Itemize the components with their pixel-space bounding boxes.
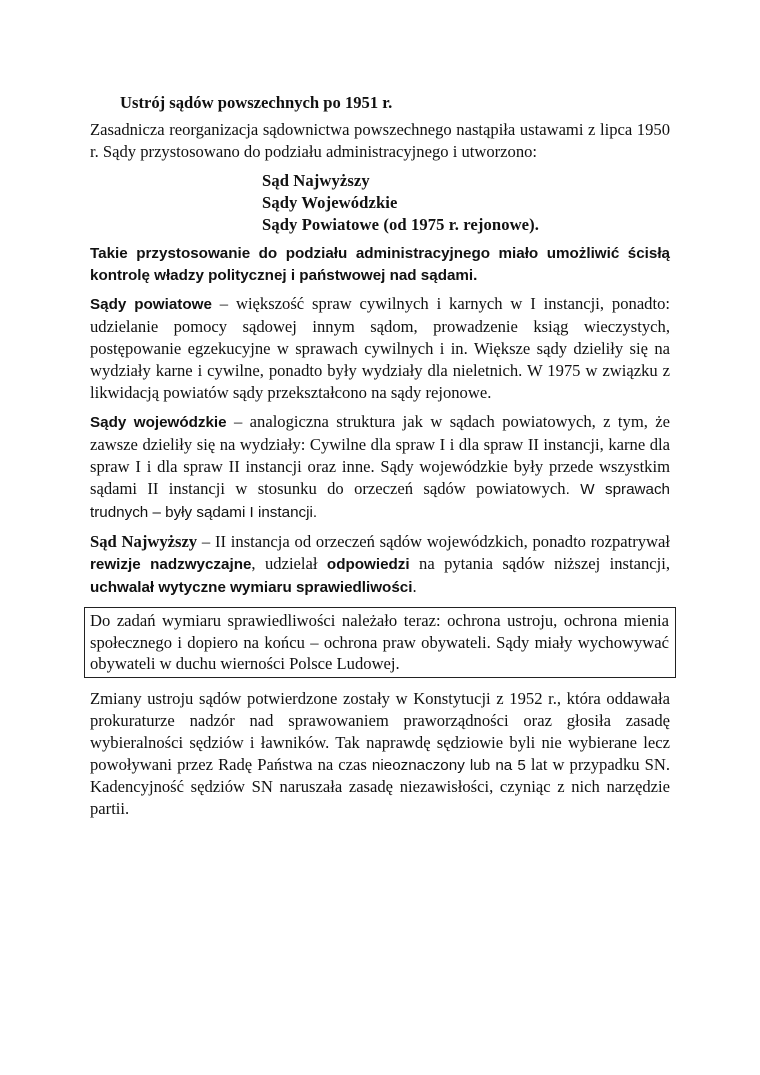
emphasis-statement: Takie przystosowanie do podziału administracyjnego miało umożliwić ścisłą kontrolę władzy politycznej i państwowej nad sądami. [90, 244, 670, 284]
wojewodzkie-paragraph [90, 411, 670, 523]
court-item: Sądy Powiatowe (od 1975 r. rejonowe). [262, 214, 540, 234]
najwyzszy-bold-odpowiedzi: odpowiedzi [326, 556, 410, 574]
page-title: Ustrój sądów powszechnych po 1951 r. [120, 93, 393, 112]
courts-list [90, 170, 670, 235]
intro-paragraph: Zasadnicza reorganizacja sądownictwa powszechnego nastąpiła ustawami z lipca 1950 r. Sądy przystosowano do podziału administracyjnego i utworzono: [90, 119, 670, 161]
najwyzszy-term: Sąd Najwyższy [90, 532, 198, 552]
court-item: Sądy Wojewódzkie [262, 193, 398, 213]
court-item: Sąd Najwyższy [262, 171, 370, 191]
wojewodzkie-term: Sądy wojewódzkie [90, 414, 227, 432]
najwyzszy-text: . [412, 576, 417, 596]
closing-text-sans: nieoznaczony lub na 5 [371, 756, 526, 774]
powiatowe-paragraph [90, 293, 670, 403]
najwyzszy-text: na pytania sądów niższej instancji, [409, 554, 671, 574]
powiatowe-term: Sądy powiatowe [90, 296, 212, 314]
najwyzszy-text: , udzielał [251, 554, 327, 574]
najwyzszy-bold-rewizje: rewizje nadzwyczajne [90, 556, 252, 574]
closing-text: Zmiany ustroju sądów potwierdzone zostały w Konstytucji z 1952 r., która oddawała prokuraturze nadzór nad sprawowaniem praworządności oraz głosiła zasadę wybieralności sędziów i ławników. Tak naprawdę sędziowie byli nie wybierane lecz powoływani przez Radę Państwa na czas [90, 689, 670, 774]
document-page [90, 92, 670, 828]
closing-text: lat w przypadku SN. Kadencyjność sędziów SN naruszała zasadę niezawisłości, czyniąc z nich narzędzie partii. [90, 754, 670, 819]
boxed-note: Do zadań wymiaru sprawiedliwości należało teraz: ochrona ustroju, ochrona mienia społecznego i dopiero na końcu – ochrona praw obywateli. Sądy miały wychowywać obywateli w duchu wierności Polsce Ludowej. [84, 607, 676, 678]
wojewodzkie-text: – analogiczna struktura jak w sądach powiatowych, z tym, że zawsze dzieliły się na wydziały: Cywilne dla spraw I i dla spraw II instancji, karne dla spraw I i dla spraw II instancji oraz inne. Sądy wojewódzkie były przede wszystkim sądami II instancji w stosunku do orzeczeń sądów powiatowych [90, 412, 670, 498]
najwyzszy-text: – II instancja od orzeczeń sądów wojewódzkich, ponadto rozpatrywał [197, 532, 670, 552]
najwyzszy-bold-wytyczne: uchwalał wytyczne wymiaru sprawiedliwości [90, 578, 413, 596]
wojewodzkie-text-tail: . W sprawach trudnych – były sądami I instancji. [90, 480, 670, 521]
powiatowe-text: – większość spraw cywilnych i karnych w I instancji, ponadto: udzielanie pomocy sądowej innym sądom, prowadzenie ksiąg wieczystych, postępowanie egzekucyjne w sprawach cywilnych i in. Większe sądy dzieliły się na wydziały karne i cywilne, ponadto były wydziały dla nieletnich. W 1975 w związku z likwidacją powiatów sądy przekształcono na sądy rejonowe. [90, 294, 670, 402]
najwyzszy-paragraph [90, 531, 670, 598]
closing-paragraph [90, 688, 670, 820]
